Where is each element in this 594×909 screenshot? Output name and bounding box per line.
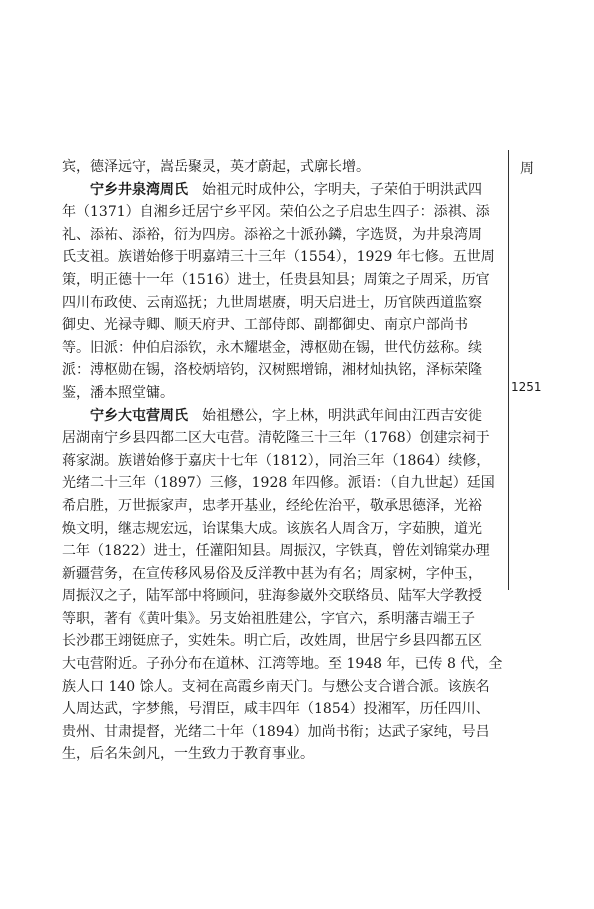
line-text: 人周达武，字梦熊，号渭臣，咸丰四年（1854）投湘军，历任四川、 bbox=[62, 701, 490, 718]
text-line bbox=[62, 427, 502, 450]
text-line bbox=[62, 314, 502, 337]
text-line bbox=[62, 359, 502, 382]
line-text: 希启胜，万世振家声，忠孝开基业，经纶佐治平，敬承思德泽，光裕 bbox=[62, 497, 482, 514]
line-text: 光绪二十三年（1897）三修，1928 年四修。派语：（自九世起）廷国 bbox=[62, 475, 495, 492]
line-text: 等。旧派：仲伯启添钦，永木耀堪金，溥枢勋在锡，世代仿兹称。续 bbox=[62, 339, 482, 356]
line-text: 礼、添祐、添裕，衍为四房。添裕之十派孙鏻，字选贤，为井泉湾周 bbox=[62, 226, 482, 243]
text-line bbox=[62, 495, 502, 518]
line-text: 焕文明，继志规宏远，诒谋集大成。该族名人周含万，字茹腴，道光 bbox=[62, 520, 482, 537]
line-text: 大屯营附近。子孙分布在道林、江湾等地。至 1948 年，已传 8 代，全 bbox=[62, 656, 502, 673]
text-line bbox=[62, 179, 502, 202]
text-line bbox=[62, 540, 502, 563]
text-line bbox=[62, 563, 502, 586]
entry-title: 宁乡井泉湾周氏 bbox=[90, 181, 188, 198]
text-line bbox=[62, 382, 502, 405]
line-text: 氏支祖。族谱始修于明嘉靖三十三年（1554），1929 年七修。五世周 bbox=[62, 249, 495, 266]
page-number: 1251 bbox=[511, 380, 542, 394]
text-line bbox=[62, 518, 502, 541]
line-text: 始祖懋公，字上林，明洪武年间由江西吉安徙 bbox=[188, 407, 482, 424]
text-line bbox=[62, 405, 502, 428]
line-text: 周振汉之子，陆军部中将顾问，驻海参崴外交联络员、陆军大学教授 bbox=[62, 588, 482, 605]
text-line bbox=[62, 337, 502, 360]
line-text: 派：溥枢勋在锡，洛校炳培钧，汉树熙增锦，湘材灿执铭，泽标荣隆 bbox=[62, 362, 482, 379]
line-text: 居湖南宁乡县四都二区大屯营。清乾隆三十三年（1768）创建宗祠于 bbox=[62, 430, 490, 447]
text-line bbox=[62, 472, 502, 495]
line-text: 鉴，潘本照堂镛。 bbox=[62, 384, 174, 401]
text-line bbox=[62, 698, 502, 721]
line-text: 生，后名朱剑凡，一生致力于教育事业。 bbox=[62, 746, 314, 763]
entry-title: 宁乡大屯营周氏 bbox=[90, 407, 188, 424]
line-text: 二年（1822）进士，任灌阳知县。周振汉，字铁真，曾佐刘锦棠办理 bbox=[62, 543, 490, 560]
line-text: 宾，德泽远守，嵩岳聚灵，英才蔚起，式廓长增。 bbox=[62, 159, 370, 175]
line-text: 等职，著有《黄叶集》。另支始祖胜建公，字官六，系明藩吉端王子 bbox=[62, 610, 475, 627]
text-line bbox=[62, 269, 502, 292]
text-line bbox=[62, 292, 502, 315]
sidebar-surname-char: 周 bbox=[520, 161, 534, 177]
line-text: 御史、光禄寺卿、顺天府尹、工部侍郎、副都御史、南京户部尚书 bbox=[62, 317, 468, 334]
line-text: 族人口 140 馀人。支祠在高霞乡南天门。与懋公支合谱合派。该族名 bbox=[62, 678, 490, 695]
text-line bbox=[62, 630, 502, 653]
text-line bbox=[62, 676, 502, 699]
document-body bbox=[62, 156, 502, 766]
line-text: 蒋家湖。族谱始修于嘉庆十七年（1812），同治三年（1864）续修， bbox=[62, 452, 491, 469]
text-line bbox=[62, 224, 502, 247]
text-line bbox=[62, 653, 502, 676]
text-line bbox=[62, 721, 502, 744]
text-line bbox=[62, 608, 502, 631]
line-text: 策，明正德十一年（1516）进士，任贵县知县；周策之子周采，历官 bbox=[62, 271, 490, 288]
text-line bbox=[62, 156, 502, 179]
text-line bbox=[62, 450, 502, 473]
line-text: 四川布政使、云南巡抚；九世周堪赓，明天启进士，历官陕西道监察 bbox=[62, 294, 482, 311]
line-text: 年（1371）自湘乡迁居宁乡平冈。荣伯公之子启忠生四子：添祺、添 bbox=[62, 204, 490, 221]
line-text: 贵州、甘肃提督，光绪二十年（1894）加尚书衔；达武子家纯，号吕 bbox=[62, 723, 490, 740]
sidebar-divider bbox=[508, 150, 509, 590]
line-text: 始祖元时成仲公，字明夫，子荣伯于明洪武四 bbox=[188, 181, 482, 198]
line-text: 新疆营务，在宣传移风易俗及反洋教中甚为有名；周家树，字仲玉， bbox=[62, 565, 482, 582]
line-text: 长沙郡王翊铤庶子，实姓朱。明亡后，改姓周，世居宁乡县四都五区 bbox=[62, 633, 482, 650]
text-line bbox=[62, 246, 502, 269]
text-line bbox=[62, 585, 502, 608]
text-line bbox=[62, 743, 502, 766]
text-line bbox=[62, 201, 502, 224]
